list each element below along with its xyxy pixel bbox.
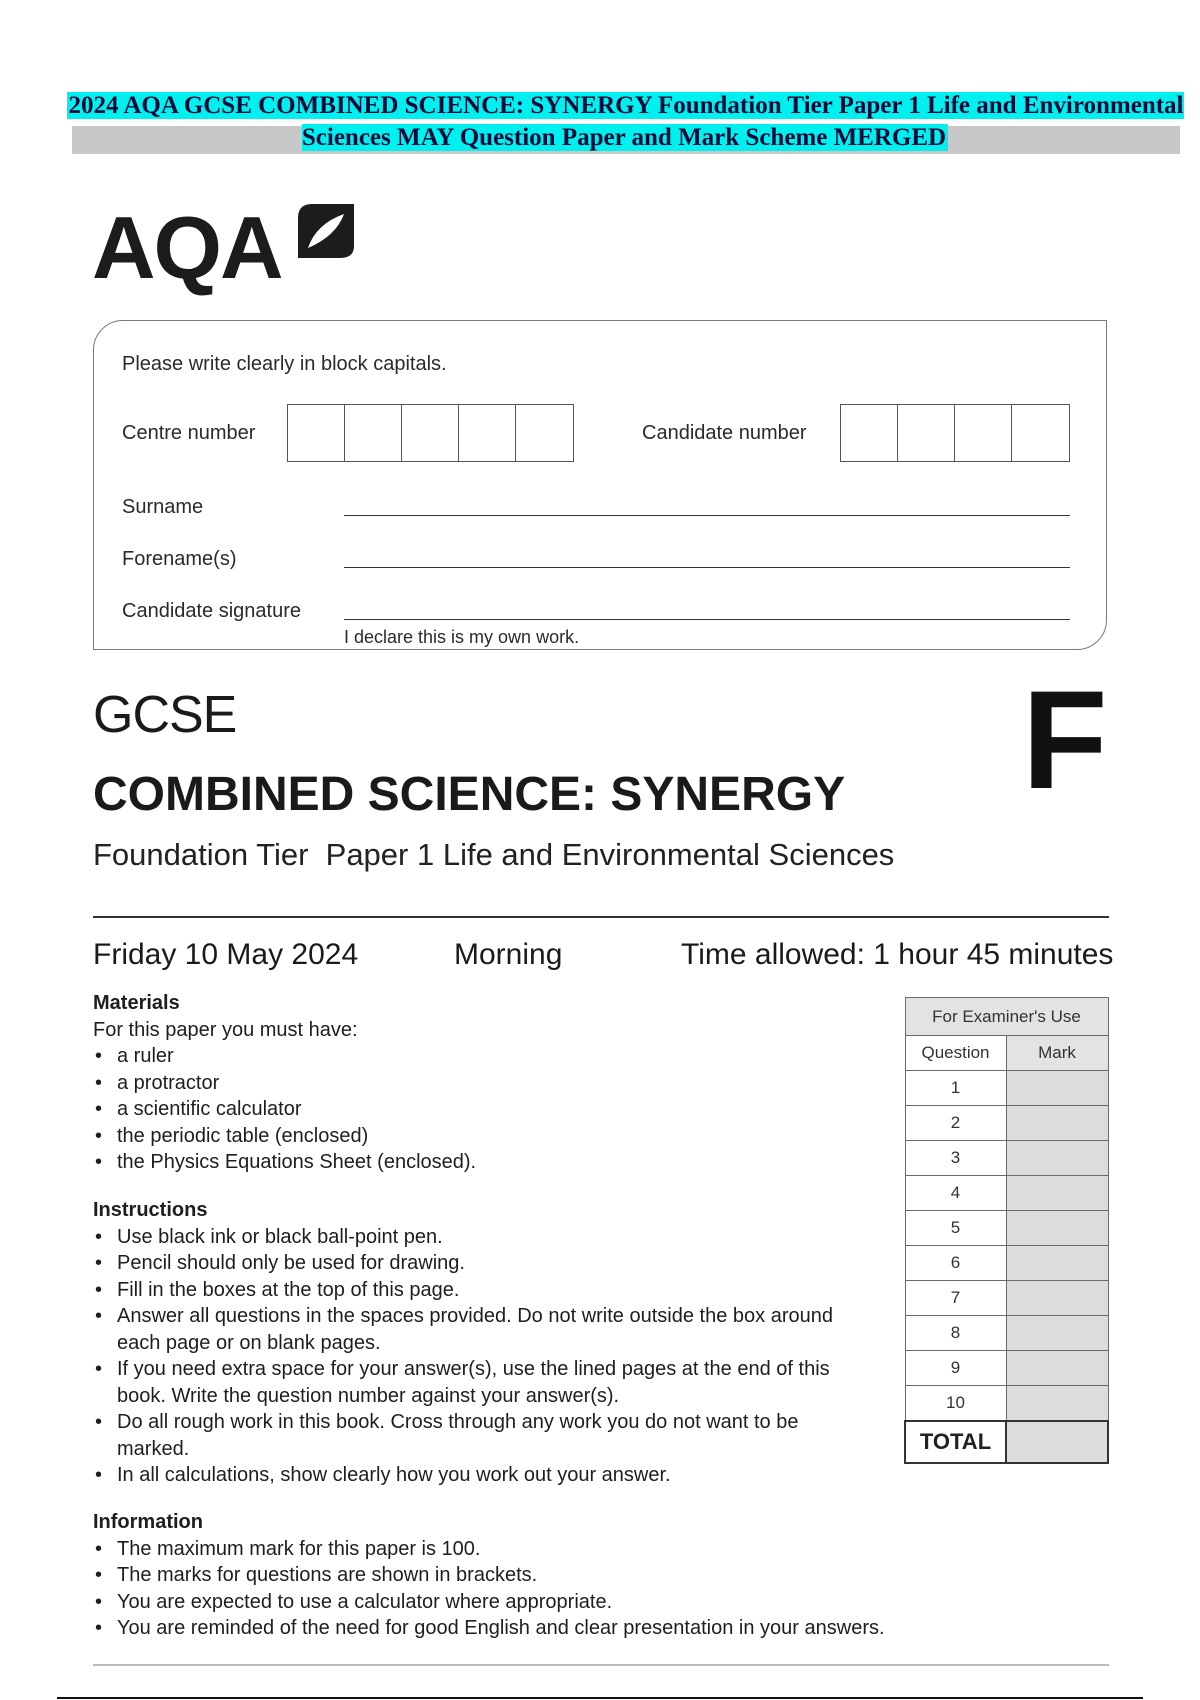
mark-cell xyxy=(1006,1281,1108,1316)
mark-cell xyxy=(1006,1351,1108,1386)
candidate-number-digit-box[interactable] xyxy=(898,405,955,461)
question-number: 4 xyxy=(905,1176,1006,1211)
mark-cell xyxy=(1006,1211,1108,1246)
question-column-header: Question xyxy=(905,1036,1006,1071)
question-number: 7 xyxy=(905,1281,1006,1316)
footer-divider xyxy=(93,1664,1109,1666)
mark-cell xyxy=(1006,1246,1108,1281)
information-section xyxy=(93,1509,993,1642)
total-row xyxy=(905,1421,1108,1463)
table-row xyxy=(905,1071,1108,1106)
mark-cell xyxy=(1006,1386,1108,1422)
list-item: • In all calculations, show clearly how you work out your answer. xyxy=(93,1462,853,1489)
question-number: 10 xyxy=(905,1386,1006,1422)
forenames-label: Forename(s) xyxy=(122,548,237,570)
list-item: • The maximum mark for this paper is 100. xyxy=(93,1536,993,1563)
list-item: • a ruler xyxy=(93,1043,893,1070)
question-number: 1 xyxy=(905,1071,1006,1106)
question-number: 8 xyxy=(905,1316,1006,1351)
materials-section xyxy=(93,990,893,1176)
candidate-number-digit-box[interactable] xyxy=(1012,405,1069,461)
list-item: • the Physics Equations Sheet (enclosed). xyxy=(93,1149,893,1176)
examiner-use-title: For Examiner's Use xyxy=(905,998,1108,1036)
centre-number-boxes[interactable] xyxy=(287,404,574,462)
materials-intro: For this paper you must have: xyxy=(93,1018,358,1041)
signature-label: Candidate signature xyxy=(122,600,302,622)
surname-label: Surname xyxy=(122,496,204,518)
examiner-use-table xyxy=(904,997,1109,1464)
page-bottom-rule xyxy=(57,1697,1143,1699)
table-row xyxy=(905,1246,1108,1281)
table-row xyxy=(905,1211,1108,1246)
subject-title: COMBINED SCIENCE: SYNERGY xyxy=(93,768,846,821)
list-item: • Fill in the boxes at the top of this page. xyxy=(93,1277,853,1304)
list-item: • You are expected to use a calculator where appropriate. xyxy=(93,1589,993,1616)
centre-number-digit-box[interactable] xyxy=(288,405,345,461)
mark-cell xyxy=(1006,1141,1108,1176)
table-row xyxy=(905,1316,1108,1351)
information-list xyxy=(93,1536,993,1642)
list-item: • a protractor xyxy=(93,1070,893,1097)
aqa-logo-mark-icon xyxy=(296,202,356,260)
question-number: 6 xyxy=(905,1246,1006,1281)
centre-number-digit-box[interactable] xyxy=(516,405,573,461)
question-number: 2 xyxy=(905,1106,1006,1141)
mark-cell xyxy=(1006,1071,1108,1106)
tier-letter: F xyxy=(1022,661,1108,818)
list-item: • the periodic table (enclosed) xyxy=(93,1123,893,1150)
list-item: • Answer all questions in the spaces provided. Do not write outside the box around each page or on blank pages. xyxy=(93,1303,853,1356)
document-banner-title: 2024 AQA GCSE COMBINED SCIENCE: SYNERGY Foundation Tier Paper 1 Life and Environmental Sciences MAY Question Paper and Mark Scheme MERGED xyxy=(68,92,1184,151)
table-row xyxy=(905,1386,1108,1422)
candidate-number-label: Candidate number xyxy=(642,422,807,444)
paper-tier-description: Foundation Tier Paper 1 Life and Environmental Sciences xyxy=(93,837,895,872)
list-item: • You are reminded of the need for good English and clear presentation in your answers. xyxy=(93,1615,993,1642)
list-item: • Pencil should only be used for drawing. xyxy=(93,1250,853,1277)
materials-heading: Materials xyxy=(93,992,180,1014)
candidate-number-boxes[interactable] xyxy=(840,404,1070,462)
table-row xyxy=(905,1141,1108,1176)
candidate-number-digit-box[interactable] xyxy=(955,405,1012,461)
surname-line[interactable] xyxy=(344,515,1070,516)
own-work-declaration: I declare this is my own work. xyxy=(344,627,580,647)
title-divider xyxy=(93,916,1109,918)
materials-list xyxy=(93,1043,893,1176)
mark-cell xyxy=(1006,1106,1108,1141)
centre-number-digit-box[interactable] xyxy=(402,405,459,461)
signature-line[interactable] xyxy=(344,619,1070,620)
question-number: 9 xyxy=(905,1351,1006,1386)
list-item: • The marks for questions are shown in brackets. xyxy=(93,1562,993,1589)
forenames-line[interactable] xyxy=(344,567,1070,568)
instructions-list xyxy=(93,1224,853,1489)
exam-date: Friday 10 May 2024 xyxy=(93,938,359,971)
table-row xyxy=(905,1176,1108,1211)
table-row xyxy=(905,1106,1108,1141)
total-label: TOTAL xyxy=(905,1421,1006,1463)
mark-cell xyxy=(1006,1316,1108,1351)
list-item: • Do all rough work in this book. Cross through any work you do not want to be marked. xyxy=(93,1409,853,1462)
total-mark-cell xyxy=(1006,1421,1108,1463)
qualification-level: GCSE xyxy=(93,686,237,744)
question-number: 3 xyxy=(905,1141,1006,1176)
centre-number-label: Centre number xyxy=(122,422,256,444)
information-heading: Information xyxy=(93,1511,203,1533)
list-item: • a scientific calculator xyxy=(93,1096,893,1123)
centre-number-digit-box[interactable] xyxy=(345,405,402,461)
list-item: • Use black ink or black ball-point pen. xyxy=(93,1224,853,1251)
instructions-heading: Instructions xyxy=(93,1199,208,1221)
table-row xyxy=(905,1281,1108,1316)
time-allowed: Time allowed: 1 hour 45 minutes xyxy=(681,938,1114,971)
candidate-number-digit-box[interactable] xyxy=(841,405,898,461)
mark-cell xyxy=(1006,1176,1108,1211)
aqa-logo-text: AQA xyxy=(92,198,282,297)
mark-column-header: Mark xyxy=(1006,1036,1108,1071)
instructions-section xyxy=(93,1197,853,1489)
question-number: 5 xyxy=(905,1211,1006,1246)
centre-number-digit-box[interactable] xyxy=(459,405,516,461)
exam-session: Morning xyxy=(454,938,563,971)
block-capitals-instruction: Please write clearly in block capitals. xyxy=(122,353,447,375)
list-item: • If you need extra space for your answer(s), use the lined pages at the end of this book. Write the question number against your answer(s). xyxy=(93,1356,853,1409)
table-row xyxy=(905,1351,1108,1386)
